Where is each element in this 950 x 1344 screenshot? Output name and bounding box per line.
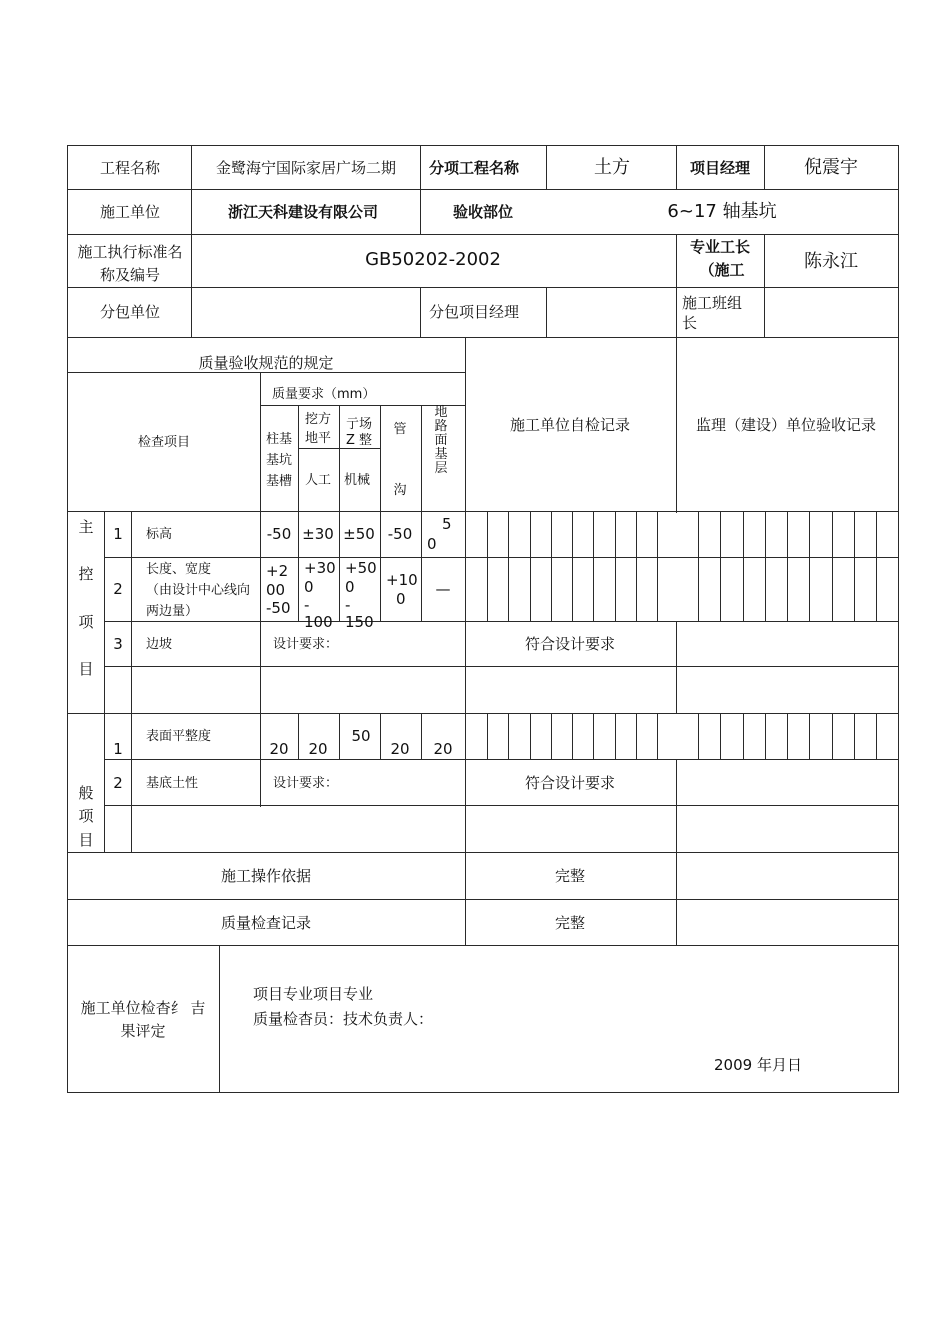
- record-grid-line: [551, 557, 552, 621]
- record-grid-line: [593, 511, 594, 557]
- rule: [104, 511, 105, 853]
- rule: [676, 234, 677, 513]
- main-group-char: 主: [78, 518, 94, 536]
- sub-pm-label: 分包项目经理: [428, 303, 520, 321]
- evaluation-line2: 质量检杳员：技术负责人：: [253, 1010, 434, 1028]
- req-value: 0: [304, 578, 314, 596]
- req-value: +50: [345, 559, 377, 577]
- row-number: 1: [113, 525, 123, 543]
- req-value: 100: [304, 613, 333, 631]
- foreman-label-line2: （施工: [699, 261, 745, 279]
- req-value: 0: [396, 590, 406, 608]
- rule: [67, 1092, 899, 1093]
- rule: [67, 713, 898, 714]
- record-grid-line: [636, 557, 637, 621]
- item-name: （由设计中心线向: [146, 583, 251, 598]
- rule: [421, 713, 422, 760]
- record-grid-line: [787, 511, 788, 557]
- req-value: -: [304, 596, 310, 614]
- rule: [298, 713, 299, 760]
- row-number: 2: [113, 774, 123, 792]
- req-value: 5: [442, 515, 452, 533]
- spec-title: 质量验收规范的规定: [198, 354, 334, 372]
- record-grid-line: [832, 511, 833, 557]
- record-grid-line: [530, 511, 531, 557]
- req-value: +30: [304, 559, 336, 577]
- foreman-label-line1: 专业工长: [689, 238, 751, 256]
- standard-label-line1: 施工执行标准名: [77, 243, 183, 261]
- record-grid-line: [615, 557, 616, 621]
- rule: [298, 405, 299, 621]
- rule: [339, 713, 340, 760]
- cell-clip: [262, 557, 298, 621]
- evaluation-label-line2: 果评定: [120, 1022, 166, 1040]
- req-value: —: [435, 580, 451, 598]
- req-value: ±30: [302, 525, 334, 543]
- record-grid-line: [787, 713, 788, 759]
- record-grid-line: [636, 511, 637, 557]
- record-grid-line: [787, 557, 788, 621]
- project-name-label: 工程名称: [99, 159, 161, 177]
- basis-label: 施工操作依据: [220, 867, 312, 885]
- record-grid-line: [615, 511, 616, 557]
- rule: [67, 511, 898, 512]
- cell-clip: [341, 557, 380, 631]
- rule: [764, 234, 765, 338]
- record-grid-line: [832, 713, 833, 759]
- record-grid-line: [720, 713, 721, 759]
- req-value: -50: [266, 599, 291, 617]
- contractor-label: 施工单位: [99, 203, 161, 221]
- record-grid-line: [876, 511, 877, 557]
- record-grid-line: [698, 511, 699, 557]
- col5-header-char: 路: [434, 419, 448, 434]
- record-grid-line: [876, 557, 877, 621]
- req-value: 00: [266, 581, 286, 599]
- col5-header-char: 基: [434, 447, 448, 462]
- req-value: 50: [351, 727, 371, 745]
- col3-header-c: 机械: [343, 473, 371, 488]
- col1-header-a: 柱基: [265, 432, 293, 447]
- rule: [67, 852, 898, 853]
- req-value: 20: [269, 740, 289, 758]
- req-value: 150: [345, 613, 374, 631]
- req-value: 20: [433, 740, 453, 758]
- design-req-label: 设计要求：: [273, 776, 339, 791]
- rule: [380, 713, 381, 760]
- col1-header-b: 基坑: [265, 453, 293, 468]
- sub-unit-label: 分包单位: [99, 303, 161, 321]
- col3-header-b: Z 整: [345, 433, 373, 448]
- general-group-char: 般: [78, 784, 94, 802]
- rule: [104, 557, 898, 558]
- record-grid-line: [508, 557, 509, 621]
- main-group-char: 目: [78, 660, 94, 678]
- team-leader-label-line2: 长: [682, 314, 698, 332]
- rule: [898, 145, 899, 1093]
- main-group-char: 项: [78, 613, 94, 631]
- item-name: 长度、宽度: [146, 562, 212, 577]
- req-value: +2: [266, 562, 289, 580]
- standard-value: GB50202-2002: [365, 249, 501, 270]
- row-number: 2: [113, 580, 123, 598]
- rule: [676, 145, 677, 190]
- check-items-label: 检查项目: [137, 435, 191, 450]
- record-grid-line: [854, 511, 855, 557]
- rule: [104, 759, 898, 760]
- project-name-value: 金鹭海宁国际家居广场二期: [215, 159, 397, 177]
- record-grid-line: [508, 511, 509, 557]
- record-grid-line: [636, 713, 637, 759]
- contractor-value: 浙江天科建设有限公司: [227, 203, 379, 221]
- self-check-result: 符合设计要求: [524, 774, 616, 792]
- col5-header-char: 面: [434, 433, 448, 448]
- col2-header-c: 人工: [304, 473, 332, 488]
- rule: [104, 621, 898, 622]
- record-grid-line: [854, 557, 855, 621]
- col3-header-a: 亍场: [345, 417, 373, 432]
- foreman-value: 陈永江: [804, 251, 858, 272]
- record-grid-line: [809, 557, 810, 621]
- record-grid-line: [657, 511, 658, 557]
- item-name: 边坡: [146, 637, 173, 652]
- rule: [764, 145, 765, 190]
- record-grid-line: [572, 713, 573, 759]
- record-grid-line: [657, 557, 658, 621]
- record-grid-line: [698, 713, 699, 759]
- record-label: 质量检查记录: [220, 914, 312, 932]
- col4-header-a: 管: [393, 422, 407, 437]
- record-grid-line: [743, 511, 744, 557]
- record-grid-line: [698, 557, 699, 621]
- self-check-label: 施工单位自检记录: [509, 416, 631, 434]
- record-grid-line: [551, 713, 552, 759]
- record-value: 完整: [554, 914, 586, 932]
- req-value: +10: [386, 571, 418, 589]
- record-grid-line: [508, 713, 509, 759]
- rule: [131, 511, 132, 853]
- acceptance-part-label: 验收部位: [452, 203, 514, 221]
- rule: [420, 287, 421, 338]
- self-check-result: 符合设计要求: [524, 635, 616, 653]
- subproject-label: 分项工程名称: [428, 159, 520, 177]
- item-name: 两边量）: [146, 604, 199, 619]
- main-group-char: 控: [78, 565, 94, 583]
- rule: [546, 145, 547, 190]
- quality-req-label: 质量要求（mm）: [272, 387, 376, 402]
- pm-value: 倪震宇: [804, 157, 858, 178]
- record-grid-line: [551, 511, 552, 557]
- standard-label-line2: 称及编号: [99, 266, 161, 284]
- rule: [676, 759, 677, 946]
- record-grid-line: [487, 511, 488, 557]
- rule: [67, 945, 898, 946]
- item-name: 基底土性: [146, 776, 199, 791]
- row-number: 1: [113, 740, 123, 758]
- evaluation-date: 2009 年月日: [714, 1056, 802, 1074]
- rule: [339, 405, 340, 621]
- rule: [546, 287, 547, 338]
- rule: [104, 805, 898, 806]
- record-grid-line: [743, 713, 744, 759]
- record-grid-line: [593, 713, 594, 759]
- col4-header-b: 沟: [393, 483, 407, 498]
- record-grid-line: [530, 713, 531, 759]
- general-group-char: 项: [78, 807, 94, 825]
- col5-header-char: 地: [434, 405, 448, 420]
- req-value: 20: [308, 740, 328, 758]
- rule: [67, 145, 68, 1093]
- basis-value: 完整: [554, 867, 586, 885]
- rule: [380, 405, 381, 621]
- rule: [219, 945, 220, 1093]
- record-grid-line: [809, 511, 810, 557]
- req-value: 20: [390, 740, 410, 758]
- rule: [676, 621, 677, 713]
- record-grid-line: [809, 713, 810, 759]
- record-grid-line: [530, 557, 531, 621]
- req-value: -50: [387, 525, 413, 543]
- rule: [67, 372, 465, 373]
- col1-header-c: 基槽: [265, 474, 293, 489]
- team-leader-label-line1: 施工班组: [682, 294, 743, 312]
- rule: [104, 666, 898, 667]
- record-grid-line: [832, 557, 833, 621]
- record-grid-line: [572, 557, 573, 621]
- rule: [260, 372, 261, 807]
- rule: [191, 145, 192, 338]
- req-value: -50: [266, 525, 292, 543]
- record-grid-line: [615, 713, 616, 759]
- col2-header-a: 挖方: [304, 412, 332, 427]
- pm-label: 项目经理: [689, 159, 751, 177]
- acceptance-part-value: 6~17 轴基坑: [667, 201, 777, 222]
- record-grid-line: [720, 511, 721, 557]
- record-grid-line: [487, 713, 488, 759]
- rule: [67, 899, 898, 900]
- item-name: 标高: [146, 527, 173, 542]
- evaluation-label-line1: 施工单位检杳纟 吉: [80, 999, 206, 1017]
- record-grid-line: [854, 713, 855, 759]
- req-value: ±50: [343, 525, 375, 543]
- row-number: 3: [113, 635, 123, 653]
- col2-header-b: 地平: [304, 431, 332, 446]
- rule: [420, 145, 421, 234]
- rule: [421, 405, 422, 621]
- subproject-value: 土方: [594, 157, 630, 178]
- record-grid-line: [876, 713, 877, 759]
- evaluation-line1: 项目专业项目专业: [253, 985, 374, 1003]
- item-name: 表面平整度: [146, 729, 212, 744]
- record-grid-line: [593, 557, 594, 621]
- supervision-label: 监理（建设）单位验收记录: [695, 416, 877, 434]
- record-grid-line: [572, 511, 573, 557]
- record-grid-line: [765, 713, 766, 759]
- cell-clip: [300, 557, 339, 631]
- col5-header-char: 层: [434, 461, 448, 476]
- req-value: 0: [427, 535, 437, 553]
- record-grid-line: [487, 557, 488, 621]
- req-value: -: [345, 596, 351, 614]
- record-grid-line: [765, 557, 766, 621]
- general-group-char: 目: [78, 831, 94, 849]
- req-value: 0: [345, 578, 355, 596]
- rule: [465, 337, 466, 946]
- record-grid-line: [720, 557, 721, 621]
- record-grid-line: [743, 557, 744, 621]
- record-grid-line: [657, 713, 658, 759]
- record-grid-line: [765, 511, 766, 557]
- design-req-label: 设计要求：: [273, 637, 339, 652]
